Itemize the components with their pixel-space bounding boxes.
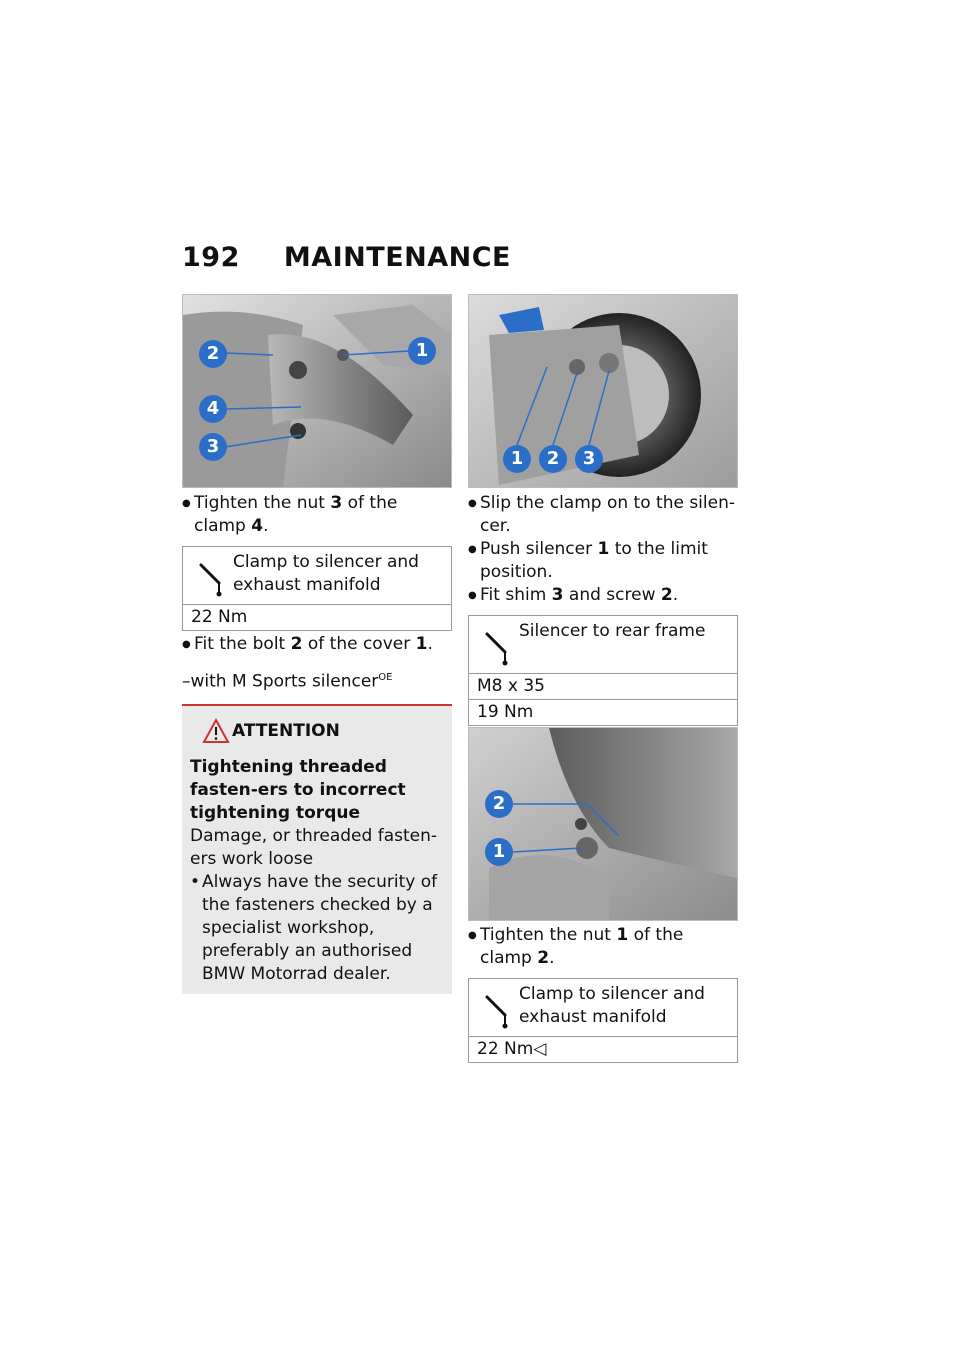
step-tighten-nut: ● Tighten the nut 3 of the clamp 4.: [182, 492, 452, 538]
callout-1: 1: [408, 337, 436, 365]
figure-right-silencer: [468, 294, 738, 488]
warning-triangle-icon: [202, 718, 230, 744]
step-fit-shim: ● Fit shim 3 and screw 2.: [468, 584, 738, 607]
figure-right-clamp: [468, 727, 738, 921]
spec-value: 22 Nm◁: [477, 1039, 547, 1059]
torque-wrench-icon: [485, 991, 511, 1029]
callout-1: 1: [503, 445, 531, 473]
figure-left-exhaust: [182, 294, 452, 488]
callout-3: 3: [199, 433, 227, 461]
callout-3: 3: [575, 445, 603, 473]
step-tighten-nut-clamp: ● Tighten the nut 1 of the clamp 2.: [468, 924, 738, 970]
step-fit-bolt: ● Fit the bolt 2 of the cover 1.: [182, 633, 452, 656]
spec-value: 19 Nm: [477, 702, 534, 722]
page-number: 192: [182, 242, 240, 273]
callout-4: 4: [199, 395, 227, 423]
attention-consequence: Damage, or threaded fasten-ers work loose: [190, 825, 438, 869]
callout-2: 2: [485, 790, 513, 818]
callout-2: 2: [539, 445, 567, 473]
callout-1: 1: [485, 838, 513, 866]
torque-wrench-icon: [199, 559, 225, 597]
spec-value: 22 Nm: [191, 607, 248, 627]
page-title: MAINTENANCE: [283, 242, 511, 273]
torque-spec-table: [468, 615, 738, 726]
variant-condition: –with M Sports silencer$^{OE}$: [182, 671, 393, 692]
torque-spec-table: [182, 546, 452, 631]
exhaust-illustration: [183, 295, 451, 487]
step-push-silencer: ● Push silencer 1 to the limit position.: [468, 538, 738, 584]
spec-label: Silencer to rear frame: [519, 621, 706, 641]
attention-title: ATTENTION: [190, 718, 444, 750]
torque-spec-table: [468, 978, 738, 1063]
right-column-upper: [468, 492, 738, 728]
torque-wrench-icon: [485, 628, 511, 666]
spec-label-row: [469, 616, 737, 674]
callout-2: 2: [199, 340, 227, 368]
page-header: [182, 242, 511, 273]
spec-label-row: [183, 547, 451, 605]
spec-label: Clamp to silencer and exhaust manifold: [519, 984, 705, 1027]
spec-label: Clamp to silencer and exhaust manifold: [233, 552, 419, 595]
attention-box: [182, 704, 452, 994]
step-slip-clamp: ● Slip the clamp on to the silen-cer.: [468, 492, 738, 538]
spec-label-row: [469, 979, 737, 1037]
attention-action: • Always have the security of the fasteners checked by a specialist workshop, preferably an authorised BMW Motorrad dealer.: [190, 871, 444, 986]
left-column: [182, 492, 452, 994]
clamp-illustration: [469, 728, 737, 920]
spec-size: M8 x 35: [469, 674, 737, 700]
attention-heading: Tightening threaded fasten-ers to incorrect tightening torque: [190, 756, 406, 823]
right-column-lower: [468, 924, 738, 1065]
